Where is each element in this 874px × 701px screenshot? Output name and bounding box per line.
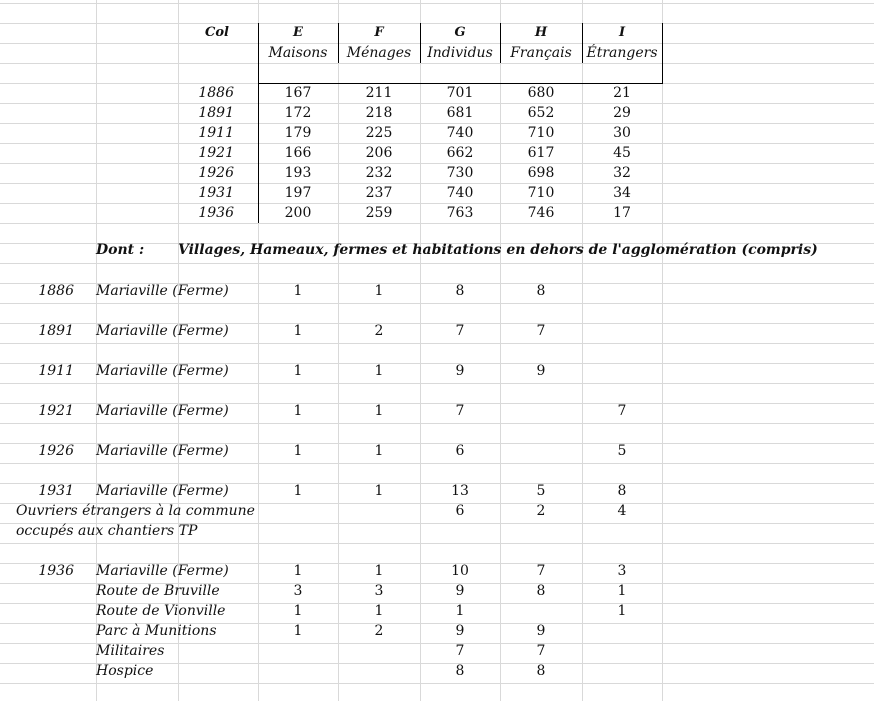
detail-value: 7 [536, 643, 546, 659]
detail-value: 1 [374, 563, 384, 579]
detail-name: Mariaville (Ferme) [96, 323, 229, 339]
census-value: 662 [446, 145, 474, 161]
census-value: 218 [365, 105, 393, 121]
census-year: 1926 [198, 165, 234, 181]
col-letter: I [618, 25, 626, 40]
grid-row-line [0, 263, 874, 264]
detail-value: 13 [451, 483, 469, 499]
detail-value: 2 [536, 503, 546, 519]
grid-row-line [0, 303, 874, 304]
census-value: 763 [446, 205, 474, 221]
census-value: 206 [365, 145, 393, 161]
detail-value: 1 [617, 583, 627, 599]
detail-value: 9 [536, 363, 546, 379]
census-value: 232 [365, 165, 393, 181]
grid-col-line [662, 0, 663, 701]
col-name: Étrangers [586, 45, 658, 61]
census-value: 710 [527, 185, 555, 201]
detail-value: 1 [293, 363, 303, 379]
census-value: 29 [613, 105, 631, 121]
detail-name: Hospice [96, 663, 154, 679]
census-value: 172 [284, 105, 312, 121]
detail-value: 1 [293, 323, 303, 339]
detail-value: 1 [455, 603, 465, 619]
detail-name: Mariaville (Ferme) [96, 403, 229, 419]
detail-name: Ouvriers étrangers à la commune [16, 503, 255, 519]
detail-value: 3 [374, 583, 384, 599]
grid-row-line [0, 463, 874, 464]
census-value: 45 [613, 145, 631, 161]
detail-value: 1 [374, 283, 384, 299]
census-value: 698 [527, 165, 555, 181]
grid-row-line [0, 63, 874, 64]
census-value: 701 [446, 85, 474, 101]
col-label: Col [205, 25, 229, 40]
census-value: 197 [284, 185, 312, 201]
census-year: 1936 [198, 205, 234, 221]
detail-value: 7 [536, 323, 546, 339]
census-value: 34 [613, 185, 631, 201]
col-name: Maisons [268, 45, 328, 61]
detail-value: 1 [293, 283, 303, 299]
census-value: 32 [613, 165, 631, 181]
census-value: 710 [527, 125, 555, 141]
detail-year: 1936 [38, 563, 74, 579]
census-value: 17 [613, 205, 631, 221]
grid-row-line [0, 423, 874, 424]
detail-value: 7 [455, 403, 465, 419]
detail-name: Route de Bruville [96, 583, 220, 599]
grid-row-line [0, 223, 874, 224]
grid-row-line [0, 343, 874, 344]
detail-value: 8 [536, 663, 546, 679]
detail-name: Mariaville (Ferme) [96, 563, 229, 579]
census-value: 680 [527, 85, 555, 101]
detail-name: Mariaville (Ferme) [96, 443, 229, 459]
detail-name: Route de Vionville [96, 603, 226, 619]
detail-value: 2 [374, 323, 384, 339]
census-year: 1921 [198, 145, 234, 161]
detail-value: 1 [617, 603, 627, 619]
detail-value: 8 [455, 663, 465, 679]
census-value: 730 [446, 165, 474, 181]
col-letter: H [534, 25, 548, 40]
census-year: 1891 [198, 105, 234, 121]
census-year: 1911 [198, 125, 234, 141]
col-name: Français [510, 45, 572, 61]
detail-value: 1 [374, 363, 384, 379]
detail-year: 1921 [38, 403, 74, 419]
detail-value: 1 [374, 403, 384, 419]
detail-value: 6 [455, 443, 465, 459]
census-year: 1886 [198, 85, 234, 101]
col-name: Ménages [346, 45, 412, 61]
census-value: 681 [446, 105, 474, 121]
dont-title: Villages, Hameaux, fermes et habitations en dehors de l'agglomération (compris) [178, 242, 818, 258]
census-value: 740 [446, 125, 474, 141]
detail-value: 3 [617, 563, 627, 579]
detail-value: 6 [455, 503, 465, 519]
census-value: 167 [284, 85, 312, 101]
dont-label: Dont : [96, 242, 145, 258]
detail-year: 1891 [38, 323, 74, 339]
census-value: 21 [613, 85, 631, 101]
detail-value: 10 [451, 563, 469, 579]
table-border [662, 23, 663, 83]
detail-name: Mariaville (Ferme) [96, 483, 229, 499]
census-value: 259 [365, 205, 393, 221]
detail-value: 4 [617, 503, 627, 519]
detail-value: 9 [536, 623, 546, 639]
detail-name: Mariaville (Ferme) [96, 363, 229, 379]
census-value: 193 [284, 165, 312, 181]
detail-value: 8 [617, 483, 627, 499]
census-value: 652 [527, 105, 555, 121]
detail-value: 1 [374, 483, 384, 499]
detail-value: 8 [455, 283, 465, 299]
detail-value: 1 [293, 403, 303, 419]
detail-year: 1911 [38, 363, 74, 379]
detail-value: 1 [293, 443, 303, 459]
detail-name: Militaires [96, 643, 165, 659]
detail-value: 9 [455, 623, 465, 639]
col-letter: G [454, 25, 466, 40]
detail-value: 1 [374, 443, 384, 459]
census-value: 179 [284, 125, 312, 141]
census-value: 617 [527, 145, 555, 161]
census-value: 740 [446, 185, 474, 201]
grid-row-line [0, 3, 874, 4]
detail-year: 1886 [38, 283, 74, 299]
detail-year: 1926 [38, 443, 74, 459]
grid-row-line [0, 683, 874, 684]
detail-name: Parc à Munitions [96, 623, 217, 639]
detail-value: 7 [536, 563, 546, 579]
census-value: 225 [365, 125, 393, 141]
census-value: 211 [365, 85, 393, 101]
detail-value: 1 [293, 623, 303, 639]
detail-value: 8 [536, 283, 546, 299]
detail-value: 9 [455, 583, 465, 599]
detail-value: 9 [455, 363, 465, 379]
detail-value: 7 [455, 323, 465, 339]
census-value: 200 [284, 205, 312, 221]
detail-value: 7 [455, 643, 465, 659]
census-value: 746 [527, 205, 555, 221]
detail-value: 3 [293, 583, 303, 599]
detail-value: 1 [374, 603, 384, 619]
grid-row-line [0, 543, 874, 544]
detail-year: 1931 [38, 483, 74, 499]
detail-name: occupés aux chantiers TP [16, 523, 198, 539]
census-year: 1931 [198, 185, 234, 201]
census-value: 30 [613, 125, 631, 141]
col-letter: F [374, 25, 384, 40]
grid-row-line [0, 383, 874, 384]
detail-value: 5 [536, 483, 546, 499]
detail-value: 5 [617, 443, 627, 459]
census-value: 166 [284, 145, 312, 161]
detail-value: 2 [374, 623, 384, 639]
detail-value: 7 [617, 403, 627, 419]
detail-value: 8 [536, 583, 546, 599]
census-value: 237 [365, 185, 393, 201]
detail-name: Mariaville (Ferme) [96, 283, 229, 299]
detail-value: 1 [293, 603, 303, 619]
detail-value: 1 [293, 483, 303, 499]
col-name: Individus [427, 45, 493, 61]
detail-value: 1 [293, 563, 303, 579]
col-letter: E [293, 25, 303, 40]
